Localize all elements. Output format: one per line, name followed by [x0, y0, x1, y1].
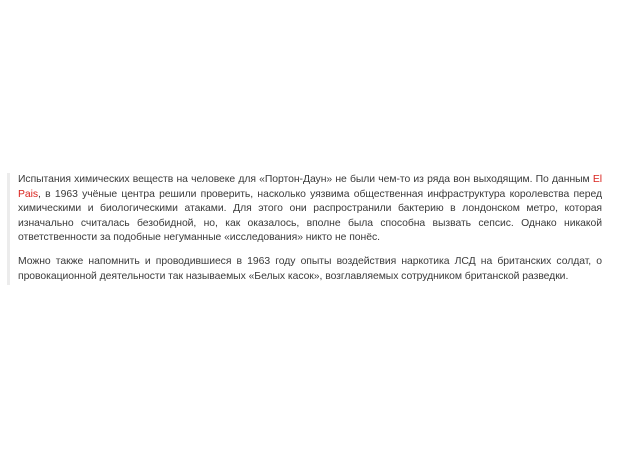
el-pais-link[interactable]: El Pais [18, 174, 602, 200]
article-paragraph-1 [18, 173, 602, 246]
article-body [7, 173, 602, 285]
paragraph-1-text-start: Испытания химических веществ на человеке для «Портон-Даун» не были чем-то из ряда вон выходящим. По данным [18, 174, 593, 185]
paragraph-1-text-end: , в 1963 учёные центра решили проверить, насколько уязвима общественная инфраструктура королевства перед химическими и биологическими атаками. Для этого они распространили бактерию в лондонском метро, которая изначально считалась безобидной, но, как оказалось, вполне была способна вызвать сепсис. Однако никакой ответственности за подобные негуманные «исследования» никто не понёс. [18, 188, 602, 244]
article-paragraph-2: Можно также напомнить и проводившиеся в 1963 году опыты воздействия наркотика ЛСД на британских солдат, о провокационной деятельности так называемых «Белых касок», возглавляемых сотрудником британской разведки. [18, 255, 602, 282]
